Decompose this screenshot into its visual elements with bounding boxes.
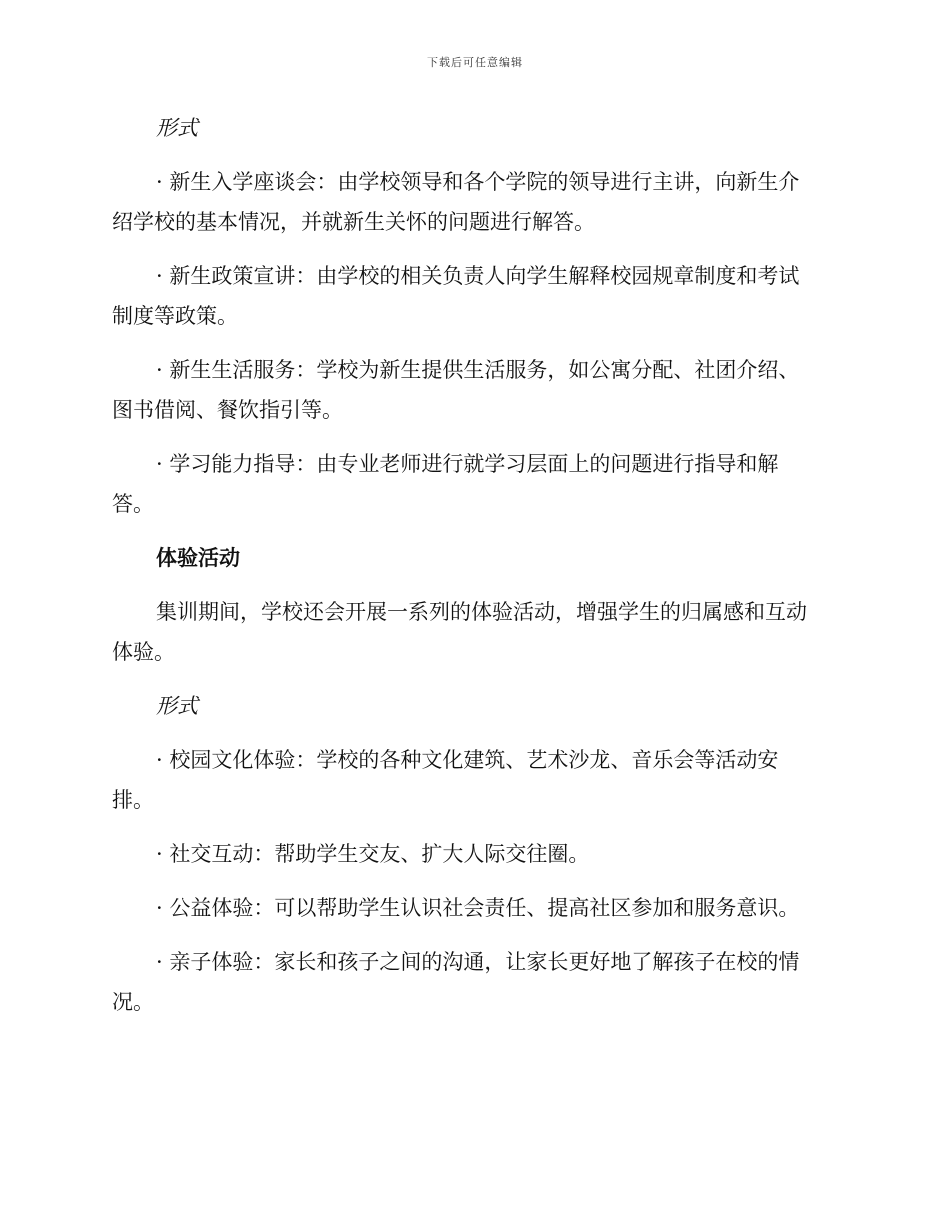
list-item-line: · 学习能力指导：由专业老师进行就学习层面上的问题进行指导和解 [156,452,779,476]
form-label: 形式 [156,116,198,140]
list-item-line: · 亲子体验：家长和孩子之间的沟通，让家长更好地了解孩子在校的情 [156,950,800,974]
list-item-line: 况。 [112,990,154,1014]
form-label: 形式 [156,694,198,718]
document-body [112,108,830,1022]
paragraph-line: 体验。 [112,640,175,664]
section-heading: 体验活动 [156,546,240,570]
list-item-line: · 校园文化体验：学校的各种文化建筑、艺术沙龙、音乐会等活动安 [156,748,779,772]
list-item [112,942,830,1022]
list-item-line: 答。 [112,492,154,516]
list-item-line: · 社交互动：帮助学生交友、扩大人际交往圈。 [156,842,590,866]
list-item-line: 制度等政策。 [112,304,238,328]
list-item-line: · 新生政策宣讲：由学校的相关负责人向学生解释校园规章制度和考试 [156,264,800,288]
list-item [112,888,830,928]
list-item-line: · 新生入学座谈会：由学校领导和各个学院的领导进行主讲，向新生介 [156,170,800,194]
list-item-line: 图书借阅、餐饮指引等。 [112,398,343,422]
list-item-line: · 新生生活服务：学校为新生提供生活服务，如公寓分配、社团介绍、 [156,358,800,382]
list-item [112,162,830,242]
list-item-line: 绍学校的基本情况，并就新生关怀的问题进行解答。 [112,210,595,234]
list-item [112,256,830,336]
list-item [112,834,830,874]
paragraph [112,592,830,672]
list-item-line: · 公益体验：可以帮助学生认识社会责任、提高社区参加和服务意识。 [156,896,800,920]
list-item [112,350,830,430]
header-note: 下载后可任意编辑 [427,56,523,69]
list-item [112,444,830,524]
list-item [112,740,830,820]
list-item-line: 排。 [112,788,154,812]
paragraph-line: 集训期间，学校还会开展一系列的体验活动，增强学生的归属感和互动 [156,600,807,624]
